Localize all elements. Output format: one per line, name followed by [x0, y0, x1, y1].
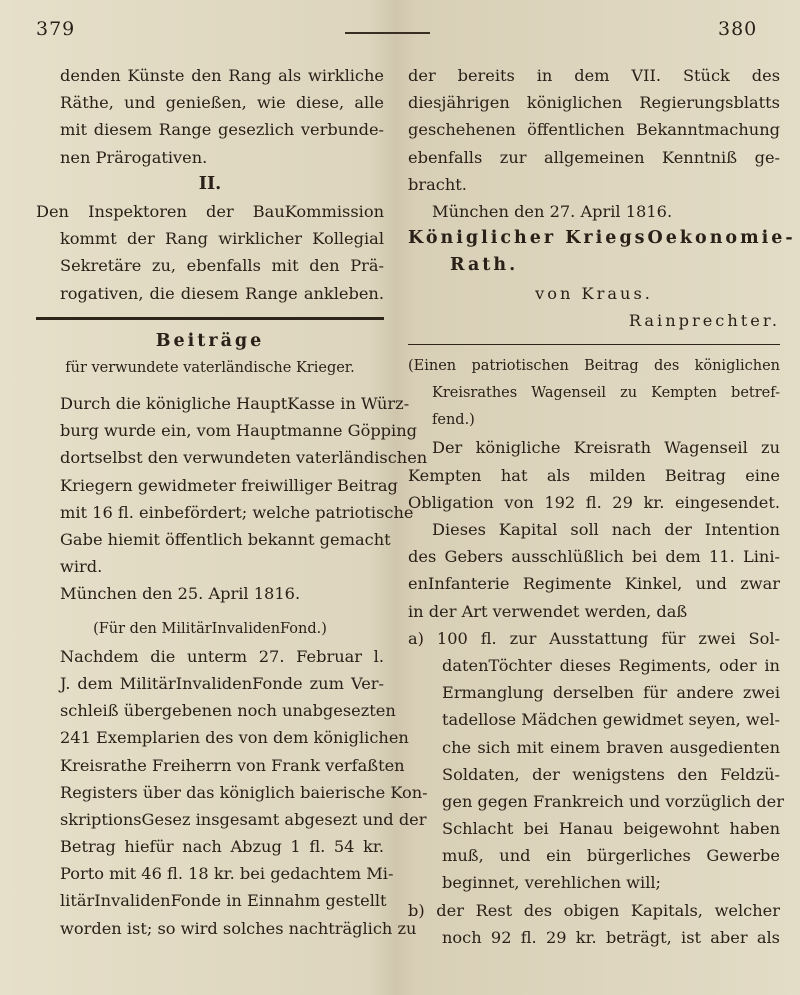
- paragraph-donation-wuerzburg: [36, 390, 428, 580]
- text-line: mit 16 fl. einbefördert; welche patriotische: [60, 502, 414, 522]
- text-line: Kriegern gewidmeter freiwilliger Beitrag: [60, 475, 398, 495]
- text-line: mit diesem Range gesezlich verbunde-: [60, 120, 384, 140]
- spacer: [36, 382, 384, 390]
- text-line: Nachdem die unterm 27. Februar l.: [60, 646, 384, 666]
- authority-name-cont: Rath.: [450, 255, 519, 276]
- text-line: Dieses Kapital soll nach der Intention: [432, 520, 780, 539]
- paragraph-wagenseil: [408, 434, 780, 516]
- text-line: Porto mit 46 fl. 18 kr. bei gedachtem Mi-: [60, 864, 394, 884]
- paragraph-inspectors: [36, 198, 384, 307]
- text-line: Kempten hat als milden Beitrag eine: [408, 465, 780, 485]
- authority-name: Königlicher KriegsOekonomie-: [408, 228, 796, 249]
- text-line: Sekretäre zu, ebenfalls mit den Prä-: [60, 256, 384, 276]
- text-line: b) der Rest des obigen Kapitals, welcher: [408, 900, 780, 920]
- text-line: wird.: [60, 557, 103, 577]
- text-line: Schlacht bei Hanau beigewohnt haben: [442, 819, 780, 839]
- section-subheading: für verwundete vaterländische Krieger.: [65, 359, 355, 376]
- text-line: datenTöchter dieses Regiments, oder in: [442, 655, 780, 675]
- header-rule: [345, 32, 430, 34]
- text-line: tadellose Mädchen gewidmet seyen, wel-: [442, 710, 780, 730]
- text-line: worden ist; so wird solches nachträglich zu: [60, 918, 417, 938]
- text-line: beginnet, verehlichen will;: [442, 873, 662, 893]
- date-line: München den 27. April 1816.: [432, 201, 673, 221]
- spacer: [36, 608, 384, 616]
- text-line: Registers über das königlich baierische Kon-: [60, 782, 428, 802]
- text-line: burg wurde ein, vom Hauptmanne Göpping: [60, 421, 418, 441]
- text-line: enInfanterie Regimente Kinkel, und zwar: [408, 574, 780, 594]
- text-line: Gabe hiemit öffentlich bekannt gemacht: [60, 530, 391, 549]
- text-line: Der königliche Kreisrath Wagenseil zu: [432, 438, 780, 458]
- text-line: schleiß übergebenen noch unabgesezten: [60, 701, 396, 721]
- list-item-a: [408, 625, 784, 897]
- signature-rainprechter: Rainprechter.: [628, 310, 780, 330]
- section-number: II.: [198, 173, 222, 194]
- text-line: skriptionsGesez insgesamt abgesezt und der: [60, 809, 427, 829]
- text-line: che sich mit einem braven ausgedienten: [442, 737, 780, 757]
- text-line: in der Art verwendet werden, daß: [408, 601, 688, 621]
- paragraph-capital: [408, 516, 780, 625]
- fund-heading: (Für den MilitärInvalidenFond.): [93, 620, 327, 637]
- text-line: Den Inspektoren der BauKommission: [36, 201, 384, 221]
- text-line: Ermanglung derselben für andere zwei: [442, 683, 780, 703]
- text-line: Soldaten, der wenigstens den Feldzü-: [442, 764, 780, 784]
- left-column: [36, 62, 428, 942]
- text-line: Kreisrathe Freiherrn von Frank verfaßten: [60, 755, 405, 775]
- text-line: Obligation von 192 fl. 29 kr. eingesendet.: [408, 492, 780, 512]
- text-line: muß, und ein bürgerliches Gewerbe: [442, 846, 780, 866]
- text-line: J. dem MilitärInvalidenFonde zum Ver-: [60, 673, 384, 693]
- text-line: Räthe, und genießen, wie diese, alle: [60, 93, 384, 113]
- page-number-right: 380: [718, 18, 758, 40]
- text-line: nen Prärogativen.: [60, 147, 208, 167]
- text-line: kommt der Rang wirklicher Kollegial: [60, 229, 384, 249]
- text-line: des Gebers ausschlüßlich bei dem 11. Lini-: [408, 547, 780, 567]
- signature-kraus: von Kraus.: [535, 283, 653, 303]
- right-column: [408, 62, 796, 951]
- paragraph-rank-text: [36, 62, 384, 171]
- page-number-left: 379: [36, 18, 76, 40]
- text-line: rogativen, die diesem Range ankleben.: [60, 283, 384, 303]
- text-line: Betrag hiefür nach Abzug 1 fl. 54 kr.: [60, 837, 384, 857]
- text-line: Kreisrathes Wagenseil zu Kempten betref-: [432, 385, 780, 402]
- text-line: der bereits in dem VII. Stück des: [408, 66, 780, 85]
- text-line: noch 92 fl. 29 kr. beträgt, ist aber als: [442, 927, 780, 947]
- paragraph-continuation: [408, 62, 780, 198]
- text-line: ebenfalls zur allgemeinen Kenntniß ge-: [408, 147, 780, 167]
- text-line: fend.): [432, 412, 475, 429]
- paragraph-invalid-fund: [36, 643, 428, 942]
- text-line: diesjährigen königlichen Regierungsblatts: [408, 93, 780, 113]
- section-divider: [408, 344, 780, 345]
- text-line: dortselbst den verwundeten vaterländischen: [60, 448, 428, 468]
- text-line: bracht.: [408, 174, 467, 194]
- text-line: denden Künste den Rang als wirkliche: [60, 66, 384, 85]
- text-line: Durch die königliche HauptKasse in Würz-: [60, 394, 410, 414]
- text-line: gen gegen Frankreich und vorzüglich der: [442, 791, 784, 811]
- section-divider: [36, 317, 384, 320]
- date-line: München den 25. April 1816.: [60, 584, 301, 604]
- section-heading: Beiträge: [155, 330, 265, 351]
- text-line: a) 100 fl. zur Ausstattung für zwei Sol-: [408, 628, 780, 648]
- text-line: litärInvalidenFonde in Einnahm gestellt: [60, 891, 387, 911]
- note-wagenseil: [408, 353, 780, 435]
- text-line: geschehenen öffentlichen Bekanntmachung: [408, 120, 780, 140]
- text-line: (Einen patriotischen Beitrag des königlichen: [408, 357, 780, 374]
- text-line: 241 Exemplarien des von dem königlichen: [60, 728, 409, 748]
- list-item-b: [408, 897, 780, 951]
